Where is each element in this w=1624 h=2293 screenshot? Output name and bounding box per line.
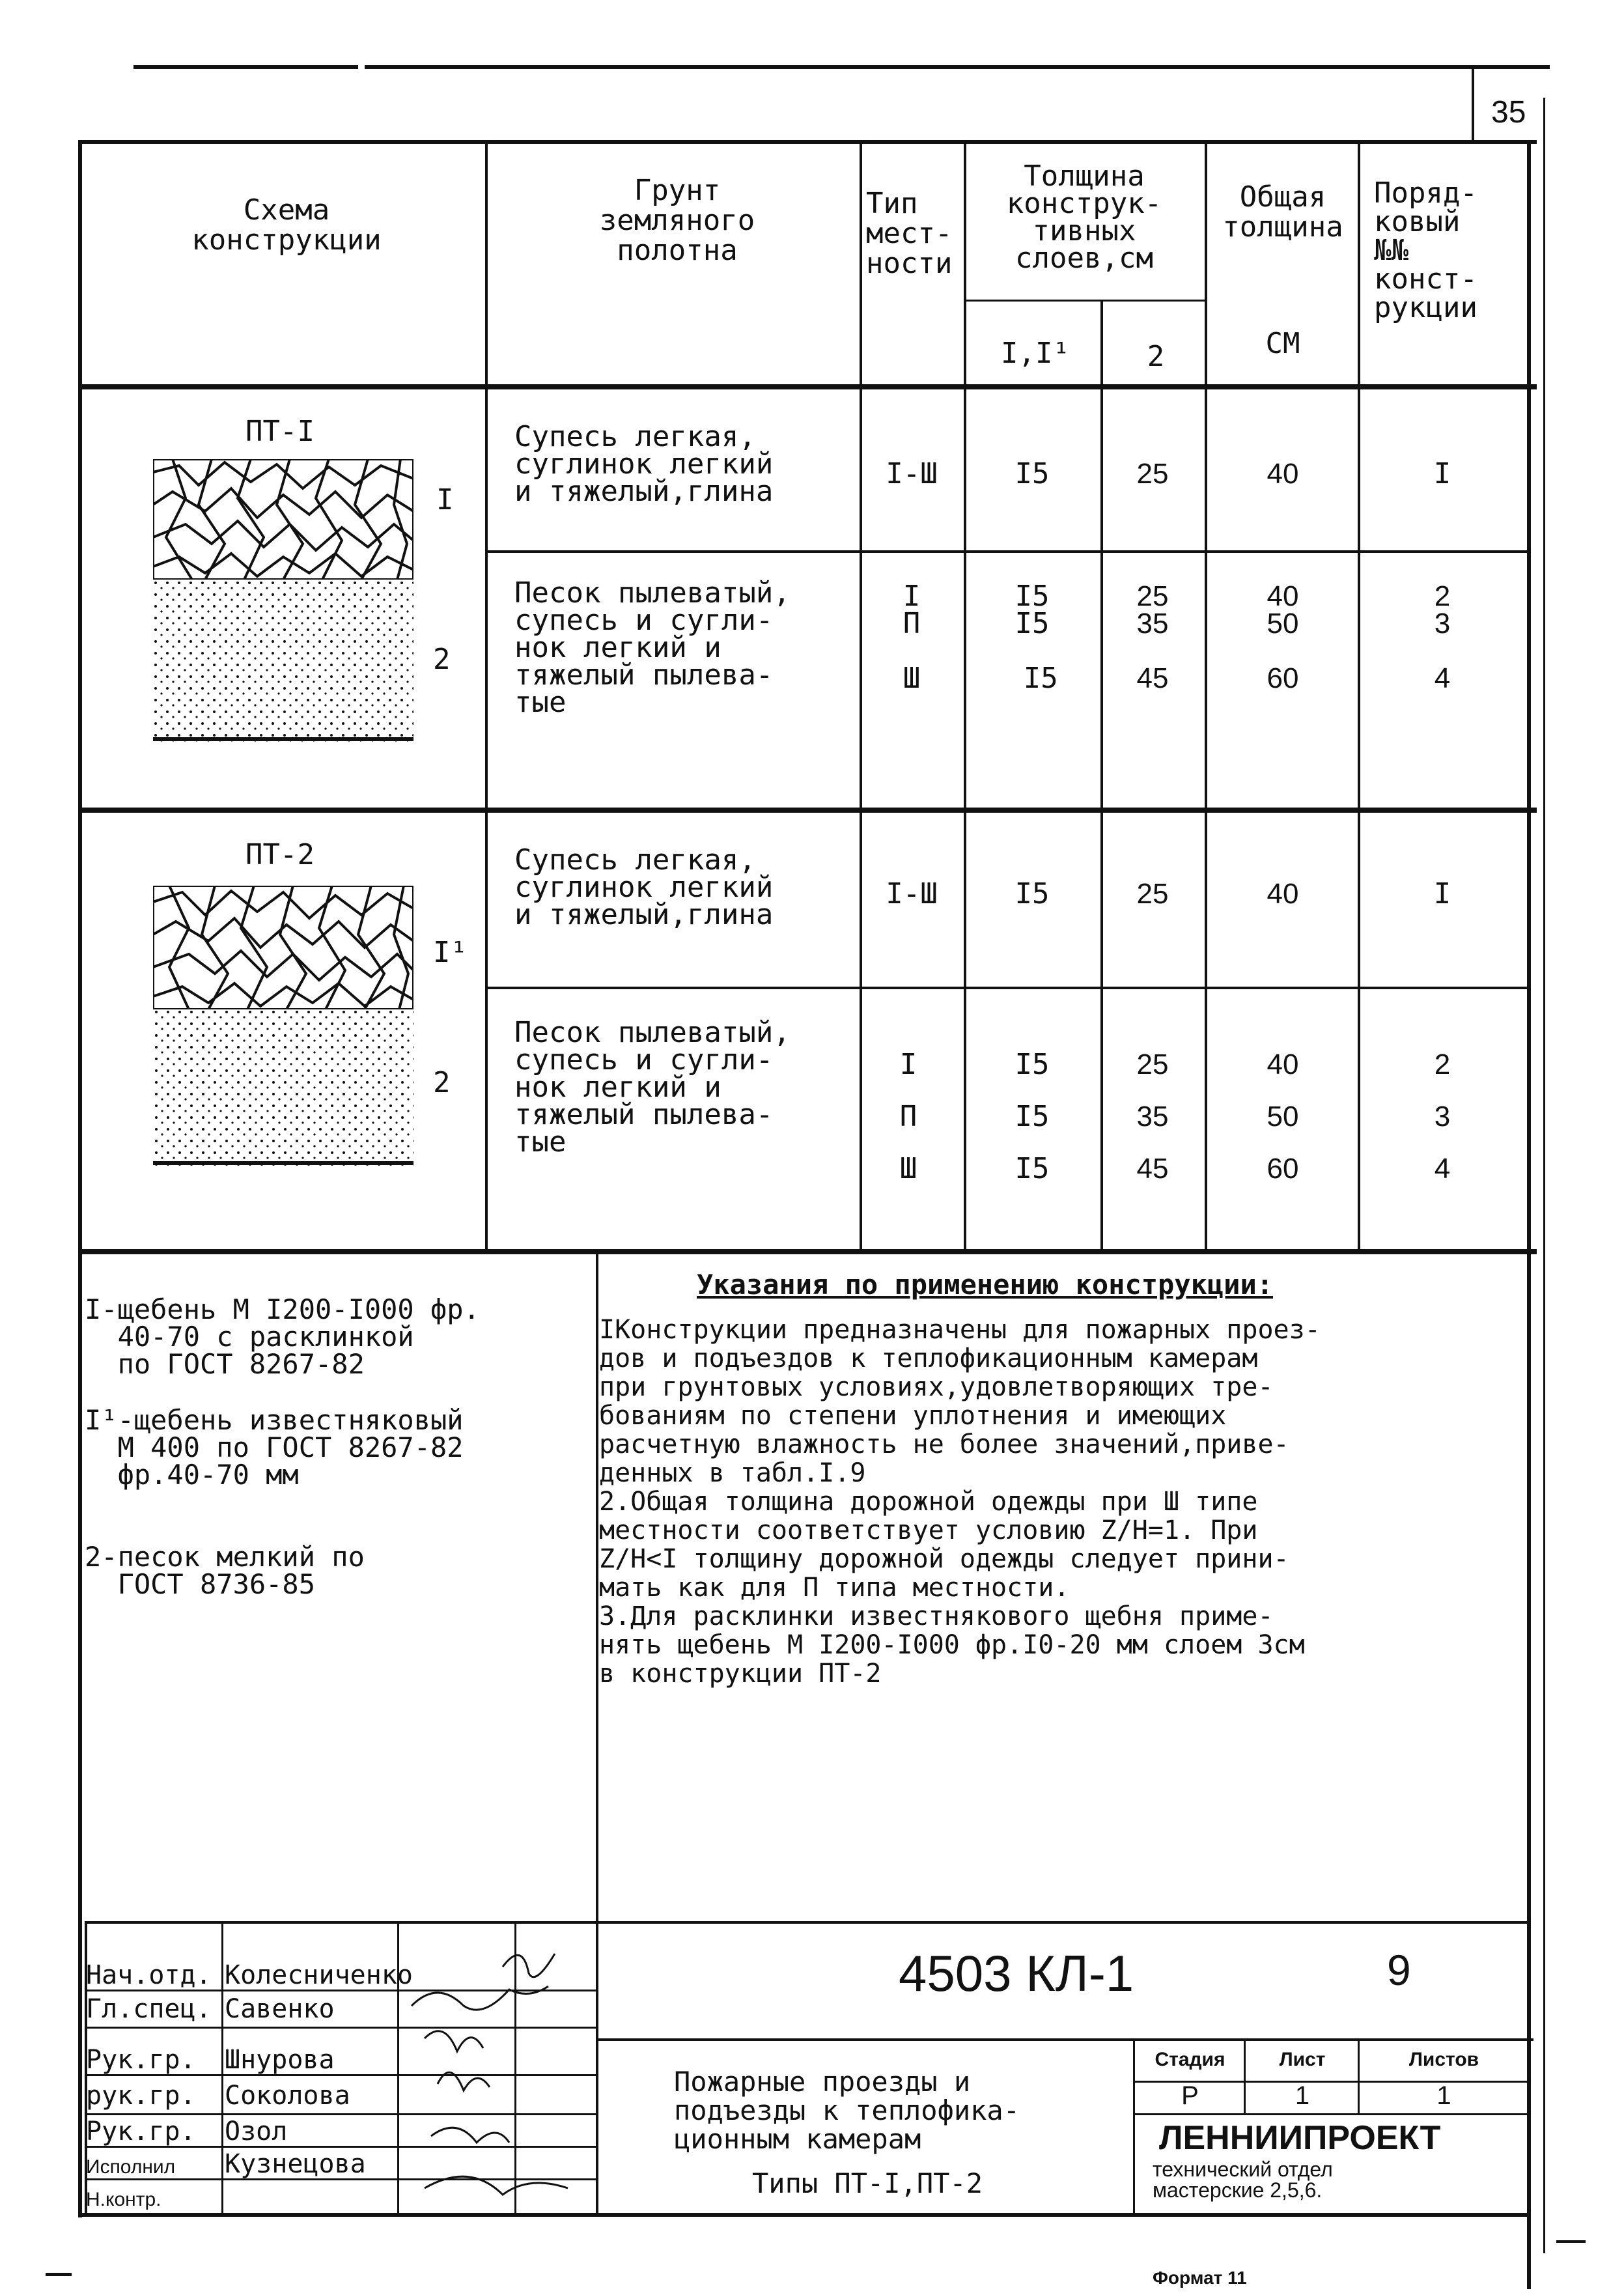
org-name: ЛЕННИИПРОЕКТ xyxy=(1159,2119,1441,2157)
total-row-1: 40 xyxy=(1267,458,1299,490)
sand-layer-pt1 xyxy=(153,580,413,742)
staff-role-3: Рук.гр. xyxy=(86,2045,196,2075)
schema-label-pt2: ПТ-2 xyxy=(245,838,315,871)
legend-item-1: I-щебень М I200-I000 фр. 40-70 с расклинкой по ГОСТ 8267-82 xyxy=(85,1293,480,1380)
sand-layer-pt2 xyxy=(153,1009,413,1166)
num-row-2: 2 3 4 xyxy=(1434,580,1451,694)
sheet-ref: 9 xyxy=(1387,1946,1411,1994)
staff-name-1: Колесниченко xyxy=(225,1960,413,1990)
org-subtitle: технический отдел мастерские 2,5,6. xyxy=(1153,2158,1333,2202)
staff-name-2: Савенко xyxy=(225,1994,335,2024)
header-col-terrain: Тип мест- ности xyxy=(866,187,953,280)
type-row-4: I П Ш xyxy=(899,1048,917,1185)
sheets-label: Листов xyxy=(1408,2049,1479,2070)
t2-row-4: 25 35 45 xyxy=(1136,1048,1169,1185)
t1-row-1: I5 xyxy=(1015,457,1050,490)
staff-role-2: Гл.спец. xyxy=(86,1994,212,2024)
header-col-schema: Схема конструкции xyxy=(191,193,382,257)
t1-row-2: I5 I5 I5 xyxy=(1015,580,1058,695)
t2-row-3: 25 xyxy=(1136,878,1169,910)
signatures xyxy=(399,1928,594,2214)
num-row-3: I xyxy=(1433,877,1451,910)
layer-label-top-pt1: I xyxy=(436,483,454,516)
sheets-value: 1 xyxy=(1436,2081,1451,2110)
layer-label-bottom-pt2: 2 xyxy=(433,1066,451,1099)
sheet-value: 1 xyxy=(1295,2081,1310,2110)
sheet-label: Лист xyxy=(1279,2049,1326,2070)
header-col-total: Общая толщина xyxy=(1222,180,1343,244)
layer-label-bottom-pt1: 2 xyxy=(433,643,451,676)
header-col-total-unit: СМ xyxy=(1265,327,1300,360)
doc-code: 4503 КЛ-1 xyxy=(899,1945,1134,2002)
staff-name-4: Соколова xyxy=(225,2081,350,2111)
schema-label-pt1: ПТ-I xyxy=(245,415,315,448)
t1-row-3: I5 xyxy=(1015,877,1050,910)
format-label: Формат 11 xyxy=(1153,2268,1247,2288)
staff-role-6: Исполнил xyxy=(86,2156,176,2178)
staff-name-3: Шнурова xyxy=(225,2045,335,2075)
header-col-soil: Грунт земляного полотна xyxy=(599,174,755,267)
soil-row-1: Супесь легкая, суглинок легкий и тяжелый,глина xyxy=(514,420,774,508)
page-number: 35 xyxy=(1491,95,1526,130)
staff-role-4: рук.гр. xyxy=(86,2081,196,2111)
t2-row-2: 25 35 45 xyxy=(1136,580,1169,694)
header-col-thickness-b: 2 xyxy=(1147,340,1165,373)
staff-name-5: Озол xyxy=(225,2117,288,2146)
staff-role-7: Н.контр. xyxy=(86,2189,161,2210)
total-row-4: 40 50 60 xyxy=(1267,1048,1299,1185)
total-row-2: 40 50 60 xyxy=(1267,580,1299,694)
t2-row-1: 25 xyxy=(1136,458,1169,490)
doc-title: Пожарные проезды и подъезды к теплофика- ционным камерам xyxy=(674,2066,1020,2155)
layer-label-top-pt2: I¹ xyxy=(433,936,468,969)
total-row-3: 40 xyxy=(1267,878,1299,910)
staff-name-6: Кузнецова xyxy=(225,2149,366,2179)
notes-title: Указания по применению конструкции: xyxy=(697,1269,1274,1301)
header-col-thickness-a: I,I¹ xyxy=(1001,337,1070,370)
stage-label: Стадия xyxy=(1155,2049,1225,2070)
num-row-1: I xyxy=(1433,457,1451,490)
header-col-number: Поряд- ковый №№ конст- рукции xyxy=(1374,176,1477,324)
staff-role-5: Рук.гр. xyxy=(86,2117,196,2146)
stage-value: Р xyxy=(1181,2081,1199,2110)
type-row-3: I-Ш xyxy=(886,877,938,910)
soil-row-2: Песок пылеватый, супесь и сугли- нок легкий и тяжелый пылева- тые xyxy=(514,576,791,719)
crushed-stone-layer-pt1 xyxy=(153,459,413,580)
doc-subtitle: Типы ПТ-I,ПТ-2 xyxy=(752,2167,983,2199)
legend-item-3: 2-песок мелкий по ГОСТ 8736-85 xyxy=(85,1541,365,1600)
notes-body: IКонструкции предназначены для пожарных проез- дов и подъездов к теплофикационным камерам при грунтовых условиях,удовлетворяющих тре- бованиям по степени уплотнения и имеющих расчетную влажность не более значений,приве- денных в табл.I.9 2.Общая толщина дорожной одежды при Ш типе местности соответствует условию Z/H=1. При Z/H<I толщину дорожной одежды следует прини- мать как для П типа местности. 3.Для расклинки известнякового щебня приме- нять щебень М I200-I000 фр.I0-20 мм слоем 3см в конструкции ПТ-2 xyxy=(599,1315,1321,1689)
type-row-2: I П Ш xyxy=(903,580,921,695)
type-row-1: I-Ш xyxy=(886,457,938,490)
staff-role-1: Нач.отд. xyxy=(86,1960,212,1990)
num-row-4: 2 3 4 xyxy=(1434,1048,1451,1185)
header-col-thickness: Толщина конструк- тивных слоев,см xyxy=(1006,160,1162,275)
t1-row-4: I5 I5 I5 xyxy=(1015,1048,1050,1185)
soil-row-3: Супесь легкая, суглинок легкий и тяжелый,глина xyxy=(514,843,774,931)
soil-row-4: Песок пылеватый, супесь и сугли- нок легкий и тяжелый пылева- тые xyxy=(514,1016,791,1159)
legend-item-2: I¹-щебень известняковый М 400 по ГОСТ 8267-82 фр.40-70 мм xyxy=(85,1404,464,1491)
crushed-stone-layer-pt2 xyxy=(153,886,413,1009)
